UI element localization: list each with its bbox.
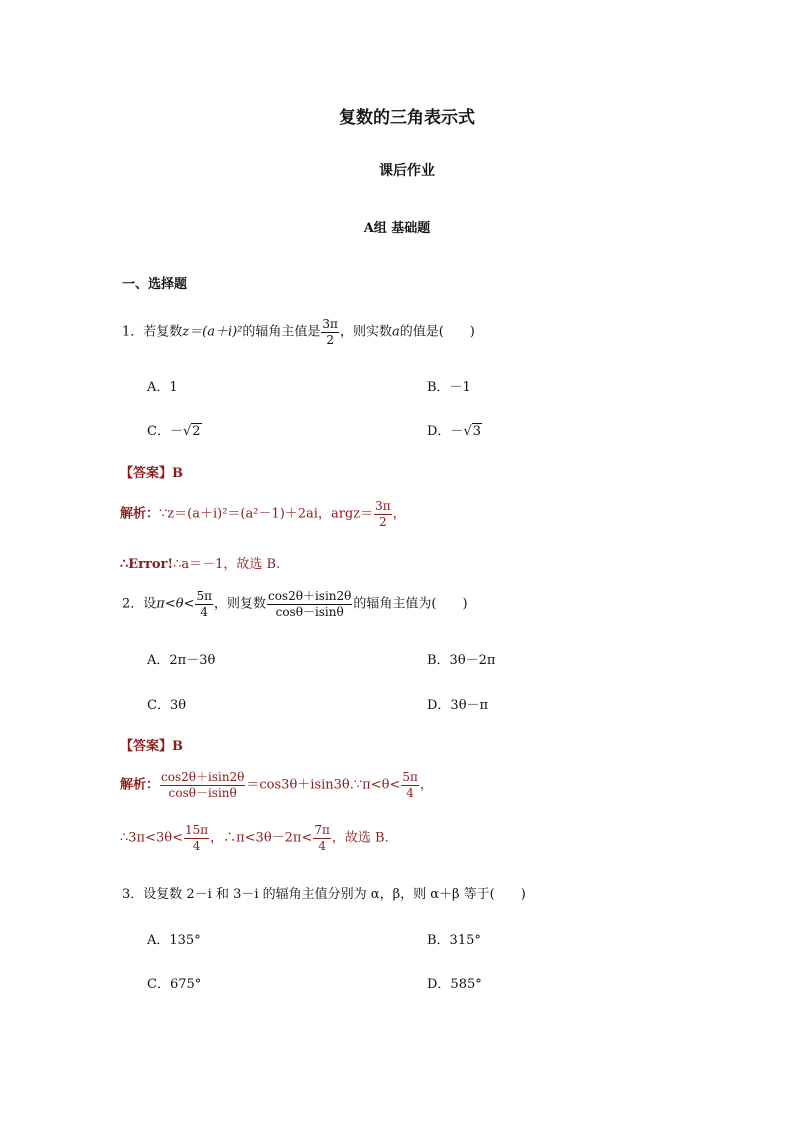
sqrt-icon: √3 bbox=[463, 424, 482, 439]
q1-answer: 【答案】B bbox=[120, 466, 183, 481]
q2-option-b[interactable]: B．3θ－2π bbox=[427, 653, 496, 668]
q1-suffix: ，则实数 bbox=[339, 324, 392, 340]
q1-option-d-label: D．－ bbox=[427, 424, 464, 439]
q2-sol-den: cosθ－isinθ bbox=[168, 785, 237, 800]
q1-sol-num: 3π bbox=[375, 499, 391, 513]
q3-option-c[interactable]: C．675° bbox=[147, 977, 202, 992]
q2-sol2-fraction-a bbox=[184, 824, 209, 852]
q2-option-c[interactable]: C．3θ bbox=[147, 698, 187, 713]
q2-tail: 的辐角主值为( ) bbox=[353, 596, 468, 612]
section-heading: 一、选择题 bbox=[122, 277, 188, 292]
q1-option-b[interactable]: B．－1 bbox=[427, 380, 471, 395]
q3-option-d[interactable]: D．585° bbox=[427, 977, 482, 992]
page-title: 复数的三角表示式 bbox=[339, 108, 475, 128]
q2-sol2-an: 15π bbox=[184, 823, 209, 837]
q2-cond-den: 4 bbox=[200, 604, 209, 619]
q1-option-c-radicand: 2 bbox=[192, 424, 201, 439]
question-2 bbox=[122, 590, 468, 618]
q2-sol2-b: ，∴π<3θ－2π< bbox=[210, 830, 313, 846]
q2-sol2-c: ，故选 B. bbox=[331, 830, 389, 846]
q2-sol2-a: ∴3π<3θ< bbox=[120, 830, 183, 846]
q2-cond-num: 5π bbox=[196, 589, 212, 603]
q2-solution-fraction-2 bbox=[401, 771, 419, 799]
q1-prefix: 1．若复数 bbox=[122, 324, 183, 340]
q1-option-d-radicand: 3 bbox=[472, 424, 482, 439]
q2-solution-fraction bbox=[160, 771, 245, 799]
q2-solution bbox=[120, 771, 433, 799]
q2-sol-num: cos2θ＋isin2θ bbox=[161, 770, 245, 784]
q1-var: a bbox=[391, 324, 400, 340]
sqrt-icon: √2 bbox=[182, 424, 201, 439]
q1-solution bbox=[120, 500, 406, 528]
q1-fraction bbox=[321, 318, 339, 346]
q2-sol2-ad: 4 bbox=[192, 838, 201, 853]
q1-solution-text: ∵z＝(a＋i)²＝(a²－1)＋2ai，argz＝ bbox=[159, 506, 374, 522]
q1-frac-den: 2 bbox=[326, 332, 334, 347]
q1-option-a[interactable]: A．1 bbox=[147, 380, 178, 395]
q2-num: cos2θ＋isin2θ bbox=[267, 589, 352, 603]
q1-error-text: ∴Error! bbox=[120, 557, 174, 572]
q2-sol-fd: 4 bbox=[406, 785, 414, 800]
q1-option-c[interactable] bbox=[147, 420, 202, 439]
question-3: 3．设复数 2－i 和 3－i 的辐角主值分别为 α，β，则 α＋β 等于( ) bbox=[122, 887, 526, 902]
q1-mid: 的辐角主值是 bbox=[242, 324, 321, 340]
q2-solution-line2 bbox=[120, 824, 389, 852]
q2-prefix: 2．设 bbox=[122, 596, 157, 612]
q1-solution-end: ， bbox=[392, 506, 406, 522]
q2-sol2-bn: 7π bbox=[314, 823, 330, 837]
q1-solution-label: 解析： bbox=[120, 506, 160, 522]
q2-solution-end: ， bbox=[419, 777, 433, 793]
q1-option-d[interactable] bbox=[427, 420, 482, 439]
q2-answer: 【答案】B bbox=[120, 739, 183, 754]
q1-solution-fraction bbox=[374, 500, 392, 528]
q2-sol2-fraction-b bbox=[313, 824, 331, 852]
page-subtitle: 课后作业 bbox=[379, 163, 435, 179]
q3-option-a[interactable]: A．135° bbox=[147, 933, 201, 948]
q1-solution-line2 bbox=[120, 553, 280, 572]
q1-solution-line2-text: ∴a＝－1，故选 B. bbox=[173, 557, 281, 572]
q2-condition: π<θ< bbox=[156, 596, 195, 612]
q1-option-c-label: C．－ bbox=[147, 424, 183, 439]
q1-frac-num: 3π bbox=[322, 317, 338, 331]
q2-mid: ，则复数 bbox=[213, 596, 266, 612]
q2-solution-mid: ＝cos3θ＋isin3θ.∵π<θ< bbox=[246, 777, 401, 793]
q1-expr: z＝(a＋i)² bbox=[182, 324, 243, 340]
q2-sol2-bd: 4 bbox=[318, 838, 326, 853]
q2-option-a[interactable]: A．2π－3θ bbox=[147, 653, 216, 668]
q2-fraction bbox=[267, 590, 352, 618]
q2-sol-fn: 5π bbox=[402, 770, 418, 784]
q2-den: cosθ－isinθ bbox=[275, 604, 344, 619]
question-1 bbox=[122, 318, 475, 346]
q1-tail: 的值是( ) bbox=[399, 324, 475, 340]
q1-sol-den: 2 bbox=[379, 514, 387, 529]
q2-option-d[interactable]: D．3θ－π bbox=[427, 698, 489, 713]
q3-option-b[interactable]: B．315° bbox=[427, 933, 481, 948]
q2-cond-fraction bbox=[195, 590, 213, 618]
q2-solution-label: 解析： bbox=[120, 777, 160, 793]
group-heading: A组 基础题 bbox=[363, 221, 431, 236]
